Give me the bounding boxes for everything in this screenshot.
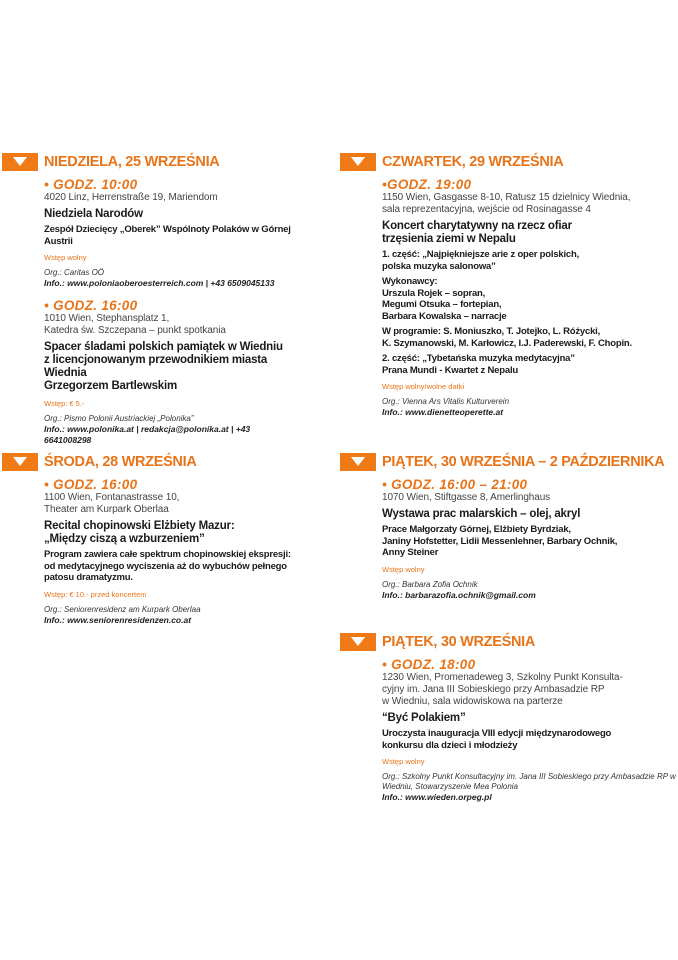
arrow-flag-icon [340,153,376,171]
right-column [340,151,676,427]
event-time: • GODZ. 16:00 [44,298,138,313]
day-title: PIĄTEK, 30 WRZEŚNIA – 2 PAŹDZIERNIKA [382,454,665,470]
event-description: Program zawiera całe spektrum chopinowskiej ekspresji: od medytacyjnego wyciszenia aż do wybuchów pełnego patosu dramatyzmu. [44,549,291,583]
event-title: Koncert charytatywny na rzecz ofiar trzęsienia ziemi w Nepalu [382,220,572,245]
event [382,177,676,418]
event-address: 1070 Wien, Stiftgasse 8, Amerlinghaus [382,492,551,503]
event [44,298,298,446]
event-info-link[interactable]: Info.: www.polonika.at | redakcja@polonika.at | +43 6641008298 [44,424,251,445]
event-organizer: Org.: Pismo Polonii Austriackiej „Polonika” [44,414,194,423]
event-organizer: Org.: Caritas OÖ [44,268,105,277]
event-title: Spacer śladami polskich pamiątek w Wiedniu z licencjonowanym przewodnikiem miasta Wiednia Grzegorzem Bartlewskim [44,341,283,392]
arrow-flag-icon [340,633,376,651]
day-header [2,451,298,473]
day-header [340,451,676,473]
event-info-link[interactable]: Info.: www.wieden.orpeg.pl [382,792,492,802]
day-title: CZWARTEK, 29 WRZEŚNIA [382,154,564,170]
event-title: “Być Polakiem” [382,712,466,724]
event [44,477,298,626]
arrow-flag-icon [2,153,38,171]
event-entry: Wstęp wolny [382,757,425,766]
event-info-link[interactable]: Info.: www.seniorenresidenzen.co.at [44,614,192,625]
day-header [340,151,676,173]
event-entry: Wstęp: € 10.- przed koncertem [44,589,147,599]
event-organizer: Org.: Szkolny Punkt Konsultacyjny im. Jana III Sobieskiego przy Ambasadzie RP w Wiedniu, Stowarzyszenie Mea Polonia [382,772,676,791]
event [382,657,676,803]
left-column-2 [2,451,298,635]
event-title: Niedziela Narodów [44,208,143,220]
day-title: PIĄTEK, 30 WRZEŚNIA [382,634,536,650]
event-info-link[interactable]: Info.: www.poloniaoberoesterreich.com | +43 6509045133 [44,278,275,288]
event-organizer: Org.: Vienna Ars Vitalis Kulturverein [382,397,510,406]
event-entry: Wstęp wolny [44,253,87,262]
day-header [2,151,298,173]
event-address: 1010 Wien, Stephansplatz 1, Katedra św. Szczepana – punkt spotkania [44,313,226,336]
day-header [340,631,676,653]
event-time: •GODZ. 19:00 [382,177,472,192]
event-title: Wystawa prac malarskich – olej, akryl [382,508,581,520]
event-description: 1. część: „Najpiękniejsze arie z oper polskich, polska muzyka salonowa” Wykonawcy: Urszula Rojek – sopran, Megumi Otsuka – fortepian, Barbara Kowalska – narracje W programie: S. Moniuszko, T. Jotejko, L. Różycki, K. Szymanowski, M. Karłowicz, I.J. Paderewski, F. Chopin. 2. część: „Tybetańska muzyka medytacyjna” Prana Mundi - Kwartet z Nepalu [382,249,632,376]
arrow-flag-icon [2,453,38,471]
event-description: Zespół Dziecięcy „Oberek” Wspólnoty Polaków w Górnej Austrii [44,224,291,247]
event-address: 1230 Wien, Promenadeweg 3, Szkolny Punkt Konsulta- cyjny im. Jana III Sobieskiego przy Ambasadzie RP w Wiedniu, sala widowiskowa na parterze [382,672,623,707]
event [382,477,676,601]
event-time: • GODZ. 10:00 [44,177,138,192]
event-info-link[interactable]: Info.: www.dienetteoperette.at [382,407,504,417]
event-title: Recital chopinowski Elżbiety Mazur: „Między ciszą a wzburzeniem” [44,520,235,545]
event-entry: Wstęp: € 5.- [44,399,85,408]
event-description: Uroczysta inauguracja VIII edycji międzynarodowego konkursu dla dzieci i młodzieży [382,728,612,751]
event-time: • GODZ. 16:00 – 21:00 [382,477,528,492]
event-address: 1100 Wien, Fontanastrasse 10, Theater am Kurpark Oberlaa [44,492,180,515]
event-organizer: Org.: Seniorenresidenz am Kurpark Oberlaa [44,604,201,614]
day-title: ŚRODA, 28 WRZEŚNIA [44,454,197,470]
event-organizer: Org.: Barbara Zofia Ochnik [382,579,478,589]
event-address: 1150 Wien, Gasgasse 8-10, Ratusz 15 dzielnicy Wiednia, sala reprezentacyjna, wejście od Rosinagasse 4 [382,192,631,215]
event-info-link[interactable]: Info.: barbarazofia.ochnik@gmail.com [382,589,536,600]
event-entry: Wstęp wolny/wolne datki [382,382,465,391]
event-entry: Wstęp wolny [382,564,425,574]
event-address: 4020 Linz, Herrenstraße 19, Mariendom [44,192,218,203]
day-title: NIEDZIELA, 25 WRZEŚNIA [44,154,220,170]
event [44,177,298,289]
event-time: • GODZ. 16:00 [44,477,138,492]
arrow-flag-icon [340,453,376,471]
right-column-3 [340,631,676,812]
left-column [2,151,298,455]
event-description: Prace Małgorzaty Górnej, Elżbiety Byrdziak, Janiny Hofstetter, Lidii Messenlehner, Barbary Ochnik, Anny Steiner [382,524,618,558]
right-column-2 [340,451,676,610]
event-time: • GODZ. 18:00 [382,657,476,672]
